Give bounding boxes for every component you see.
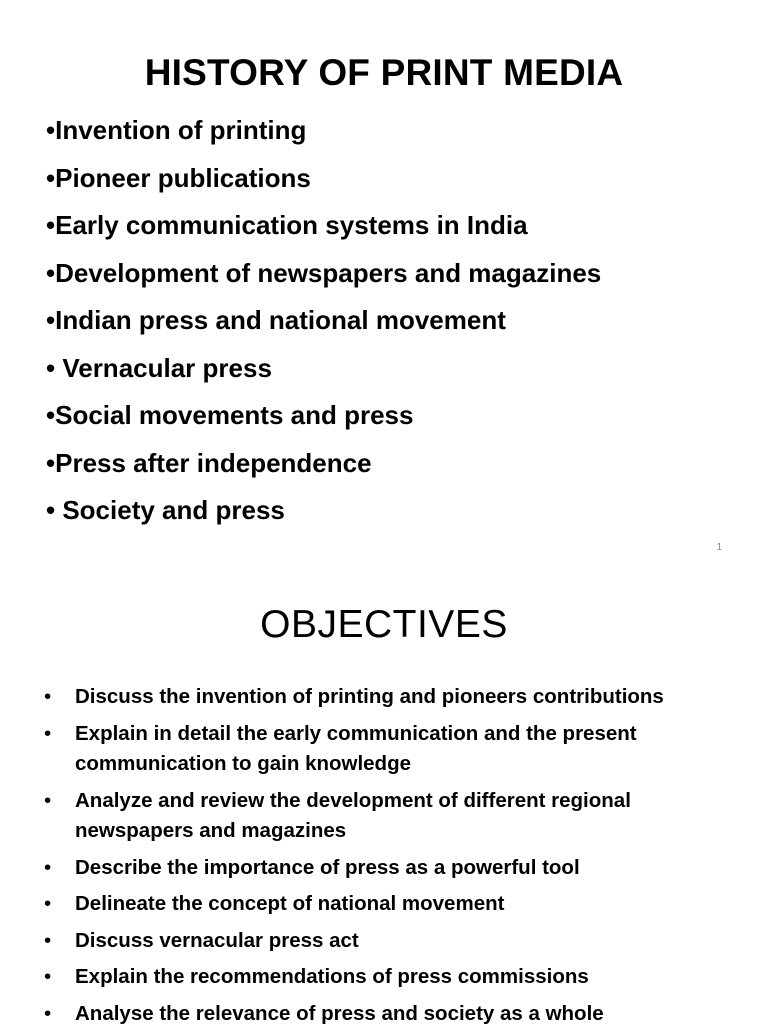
objective-item [44,926,734,957]
slide-page-number: 1 [716,542,722,553]
topic-item: •Pioneer publications [46,162,311,193]
topic-item: • Vernacular press [46,352,272,383]
objective-item [44,962,734,993]
bullet-icon: • [44,788,52,812]
topic-item: • Society and press [46,495,285,525]
bullet-icon: • [44,1001,52,1025]
topic-item: •Indian press and national movement [46,305,506,335]
objectives-list [44,682,734,1035]
objective-text: Analyse the relevance of press and society as a whole [75,1001,604,1025]
bullet-icon: • [44,892,52,915]
objective-item [44,999,734,1030]
objective-text: Discuss vernacular press act [75,928,359,952]
objective-text: Discuss the invention of printing and pioneers contributions [75,685,664,708]
objective-text: Describe the importance of press as a powerful tool [75,855,580,879]
topic-item: •Press after independence [46,447,372,478]
objective-text: Explain in detail the early communication and the present communication to gain knowledge [75,721,637,775]
objective-text: Delineate the concept of national movement [75,892,505,915]
topic-item: •Social movements and press [46,400,414,430]
objective-item [44,786,734,847]
objective-text: Analyze and review the development of different regional newspapers and magazines [75,788,631,842]
objective-item [44,682,734,713]
objective-text: Explain the recommendations of press commissions [75,965,589,988]
bullet-icon: • [44,721,52,745]
topic-item: •Early communication systems in India [46,210,528,240]
topic-item: •Development of newspapers and magazines [46,257,602,288]
objective-item [44,889,734,920]
topics-list [46,107,601,535]
objective-item [44,719,734,780]
bullet-icon: • [44,855,52,879]
objectives-title: OBJECTIVES [260,603,508,646]
topic-item: •Invention of printing [46,115,307,145]
bullet-icon: • [44,928,52,952]
objective-item [44,853,734,884]
bullet-icon: • [44,685,52,708]
slide-title: HISTORY OF PRINT MEDIA [144,52,624,93]
bullet-icon: • [44,965,52,988]
